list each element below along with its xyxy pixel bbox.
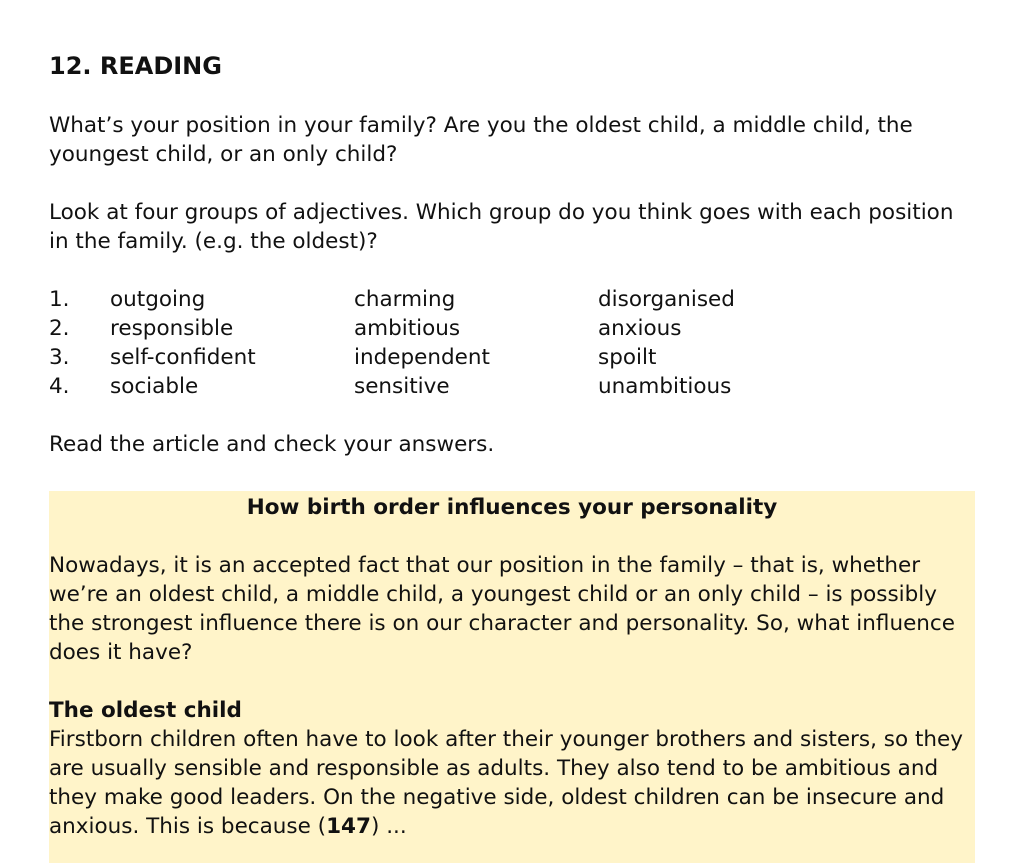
adjective: unambitious — [598, 374, 732, 399]
adjective: ambitious — [354, 316, 461, 341]
article-intro-paragraph: Nowadays, it is an accepted fact that our position in the family – that is, whether we’re an oldest child, a middle child, a youngest child or an only child – is possibly the strongest influence there is on our character and personality. So, what influence does it have? — [49, 553, 955, 665]
oldest-child-paragraph — [49, 725, 975, 841]
article-title: How birth order influences your personality — [246, 495, 778, 520]
oldest-child-text: Firstborn children often have to look after their younger brothers and sisters, so they are usually sensible and responsible as adults. They also tend to be ambitious and they make good leaders. On the negative side, oldest children can be insecure and anxious. This is because ( — [49, 727, 963, 839]
article-box — [49, 491, 975, 863]
adjective-group-row — [49, 285, 975, 314]
adjective: self-confident — [110, 345, 256, 370]
intro-question: What’s your position in your family? Are you the oldest child, a middle child, the youngest child, or an only child? — [49, 113, 913, 167]
group-number: 1. — [49, 287, 70, 312]
group-number: 4. — [49, 374, 70, 399]
adjective: independent — [354, 345, 490, 370]
section-title: 12. READING — [49, 52, 222, 80]
check-instruction: Read the article and check your answers. — [49, 432, 495, 457]
adjective: outgoing — [110, 287, 206, 312]
adjective: spoilt — [598, 345, 657, 370]
adjective: sociable — [110, 374, 199, 399]
intro-instruction: Look at four groups of adjectives. Which group do you think goes with each position in the family. (e.g. the oldest)? — [49, 200, 954, 254]
adjective-group-row — [49, 314, 975, 343]
oldest-child-text-end: ) ... — [370, 814, 407, 839]
gap-number: 147 — [326, 814, 371, 839]
oldest-child-heading: The oldest child — [49, 698, 242, 723]
adjective: charming — [354, 287, 456, 312]
adjective: disorganised — [598, 287, 735, 312]
group-number: 2. — [49, 316, 70, 341]
adjective-group-row — [49, 343, 975, 372]
adjective: anxious — [598, 316, 682, 341]
adjective-group-row — [49, 372, 975, 401]
worksheet — [49, 50, 975, 459]
adjective: responsible — [110, 316, 234, 341]
adjective-groups-table — [49, 285, 975, 401]
group-number: 3. — [49, 345, 70, 370]
adjective: sensitive — [354, 374, 450, 399]
